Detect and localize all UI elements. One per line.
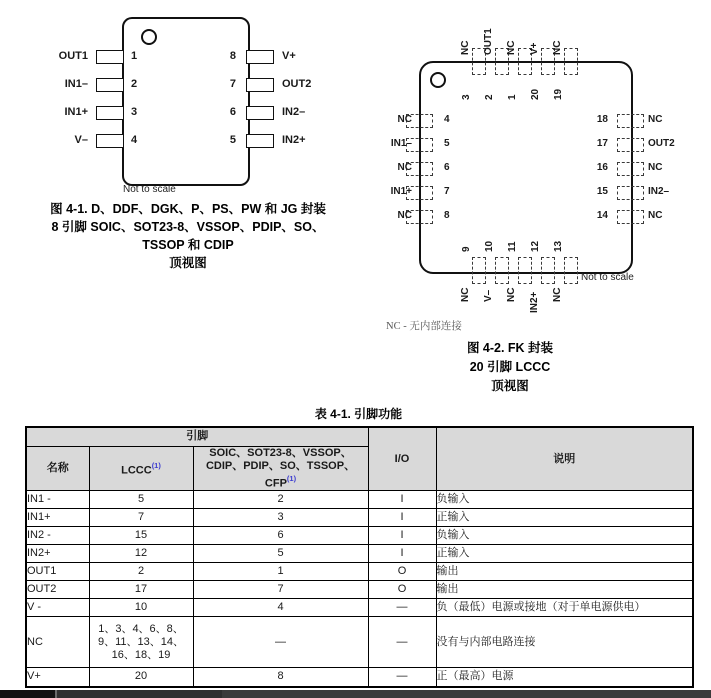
pin-number: 2 — [484, 94, 495, 100]
pin-number: 1 — [131, 50, 138, 62]
pin-stub — [246, 134, 274, 148]
pin-number: 7 — [444, 186, 450, 197]
pin-label: NC — [397, 210, 412, 221]
pin-label: NC — [648, 210, 663, 221]
cell-desc: 输出 — [436, 581, 693, 599]
pin-number: 20 — [530, 88, 541, 100]
pin-label: OUT1 — [483, 28, 494, 55]
pin-label: OUT1 — [58, 50, 88, 62]
pin-number: 6 — [229, 106, 236, 118]
header-soic-line: SOIC、SOT23-8、VSSOP、 — [209, 446, 352, 459]
pin-number: 17 — [596, 138, 608, 149]
pin-label: OUT2 — [648, 138, 675, 149]
footnote-ref: (1) — [151, 460, 161, 470]
cell-name: V+ — [26, 668, 89, 687]
pin-stub — [617, 186, 644, 200]
pin-number: 3 — [131, 106, 138, 118]
fig1-caption-line: 顶视图 — [169, 256, 207, 270]
cell-io: O — [368, 581, 436, 599]
pin-label: IN1+ — [390, 186, 412, 197]
cell-soic: 2 — [193, 491, 368, 509]
fig2-caption — [425, 339, 595, 396]
pin-number: 14 — [596, 210, 608, 221]
cell-io: — — [368, 668, 436, 687]
pin-label: IN2– — [648, 186, 670, 197]
pin-number: 8 — [444, 210, 450, 221]
header-io: I/O — [368, 427, 436, 491]
header-name: 名称 — [26, 446, 89, 491]
header-soic — [193, 446, 368, 491]
pin-stub — [564, 48, 578, 75]
cell-io: — — [368, 599, 436, 617]
header-soic-line: CDIP、PDIP、SO、TSSOP、 — [205, 459, 356, 472]
pin-label: NC — [552, 40, 563, 55]
cell-lccc: 2 — [89, 563, 193, 581]
table-row — [26, 599, 693, 617]
table-row — [26, 491, 693, 509]
pin-number: 18 — [596, 114, 608, 125]
pin-number: 5 — [444, 138, 450, 149]
table-row — [26, 581, 693, 599]
pin-stub — [617, 114, 644, 128]
pin-label: V– — [483, 289, 494, 302]
cell-lccc — [89, 617, 193, 668]
pin-stub — [617, 210, 644, 224]
table-row — [26, 545, 693, 563]
cell-desc: 负（最低）电源或接地（对于单电源供电） — [436, 599, 693, 617]
pin-stub — [495, 257, 509, 284]
pin-number: 2 — [131, 78, 138, 90]
table-row — [26, 509, 693, 527]
cell-lccc: 17 — [89, 581, 193, 599]
pin-number: 19 — [553, 88, 564, 100]
cell-soic: 7 — [193, 581, 368, 599]
cell-name: IN2 - — [26, 527, 89, 545]
fig1-caption-line: TSSOP 和 CDIP — [142, 238, 234, 252]
cell-desc: 正输入 — [436, 545, 693, 563]
cell-lccc: 15 — [89, 527, 193, 545]
cell-name: OUT1 — [26, 563, 89, 581]
table-row — [26, 563, 693, 581]
pin-stub — [617, 138, 644, 152]
cell-io: — — [368, 617, 436, 668]
pin-stub — [246, 106, 274, 120]
fig1-pin1-indicator-icon — [141, 29, 157, 45]
cell-io: I — [368, 545, 436, 563]
fig2-pin1-indicator-icon — [430, 72, 446, 88]
pin-stub — [246, 50, 274, 64]
cell-io: I — [368, 509, 436, 527]
cell-io: I — [368, 527, 436, 545]
cell-lccc: 7 — [89, 509, 193, 527]
pin-stub — [541, 257, 555, 284]
pin-label: NC — [648, 114, 663, 125]
bottom-bar-segment — [222, 690, 711, 698]
footnote-ref: (1) — [286, 473, 297, 483]
header-pin-group: 引脚 — [26, 427, 368, 446]
cell-lccc: 20 — [89, 668, 193, 687]
pin-number: 12 — [530, 240, 541, 252]
cell-soic: — — [193, 617, 368, 668]
fig1-caption-line: 图 4-1. D、DDF、DGK、P、PS、PW 和 JG 封装 — [50, 202, 326, 216]
cell-lccc-line: 16、18、19 — [111, 648, 171, 661]
pin-number: 1 — [507, 94, 518, 100]
cell-name: IN2+ — [26, 545, 89, 563]
pin-number: 3 — [461, 94, 472, 100]
fig1-caption — [10, 200, 366, 272]
fig2-caption-line: 20 引脚 LCCC — [469, 360, 551, 374]
nc-note: NC - 无内部连接 — [386, 321, 462, 332]
pin-number: 5 — [229, 134, 236, 146]
header-soic-line — [194, 473, 368, 491]
pin-label: NC — [460, 287, 471, 302]
pin-label: IN2+ — [282, 134, 306, 146]
pin-stub — [96, 134, 124, 148]
header-lccc-label: LCCC — [121, 464, 152, 477]
cell-desc: 负输入 — [436, 491, 693, 509]
pin-stub — [96, 50, 124, 64]
pin-number: 9 — [461, 246, 472, 252]
pin-number: 4 — [131, 134, 138, 146]
header-lccc — [89, 446, 193, 491]
cell-soic: 1 — [193, 563, 368, 581]
pin-stub — [472, 257, 486, 284]
fig1-caption-line: 8 引脚 SOIC、SOT23-8、VSSOP、PDIP、SO、 — [51, 220, 325, 234]
pin-stub — [564, 257, 578, 284]
pin-label: IN1+ — [64, 106, 88, 118]
cell-desc: 负输入 — [436, 527, 693, 545]
pin-stub — [96, 78, 124, 92]
pin-label: NC — [460, 40, 471, 55]
table-row — [26, 668, 693, 687]
fig2-caption-line: 顶视图 — [491, 379, 529, 393]
pin-stub — [96, 106, 124, 120]
cell-desc: 没有与内部电路连接 — [436, 617, 693, 668]
cell-desc: 正（最高）电源 — [436, 668, 693, 687]
cell-name: OUT2 — [26, 581, 89, 599]
bottom-bar-segment — [0, 690, 55, 698]
pin-label: NC — [397, 162, 412, 173]
pin-label: V+ — [282, 50, 296, 62]
pin-label: NC — [506, 287, 517, 302]
cell-soic: 4 — [193, 599, 368, 617]
pin-label: NC — [648, 162, 663, 173]
not-to-scale-note: Not to scale — [123, 184, 176, 195]
pin-label: NC — [552, 287, 563, 302]
pin-number: 10 — [484, 240, 495, 252]
cell-lccc: 5 — [89, 491, 193, 509]
cell-io: I — [368, 491, 436, 509]
pin-number: 4 — [444, 114, 450, 125]
cell-desc: 正输入 — [436, 509, 693, 527]
pin-label: NC — [506, 40, 517, 55]
table-row — [26, 617, 693, 668]
cell-lccc-line: 1、3、4、6、8、 — [98, 622, 184, 635]
pin-number: 13 — [553, 240, 564, 252]
pin-number: 15 — [596, 186, 608, 197]
pin-label: NC — [397, 114, 412, 125]
pin-label: IN1– — [64, 78, 88, 90]
cell-name: NC — [26, 617, 89, 668]
bottom-bar-segment — [57, 690, 222, 698]
cell-soic: 8 — [193, 668, 368, 687]
pin-label: OUT2 — [282, 78, 312, 90]
cell-soic: 3 — [193, 509, 368, 527]
pin-number: 6 — [444, 162, 450, 173]
cell-lccc-line: 9、11、13、14、 — [97, 635, 184, 648]
header-desc: 说明 — [436, 427, 693, 491]
cell-io: O — [368, 563, 436, 581]
fig1-package-body — [122, 17, 250, 186]
pin-stub — [246, 78, 274, 92]
cell-name: V - — [26, 599, 89, 617]
pin-label: V+ — [529, 42, 540, 55]
pin-stub — [617, 162, 644, 176]
not-to-scale-note: Not to scale — [581, 272, 634, 283]
pin-label: IN2– — [282, 106, 306, 118]
pin-number: 7 — [229, 78, 236, 90]
pin-label: IN2+ — [529, 291, 540, 313]
cell-lccc: 10 — [89, 599, 193, 617]
pin-label: IN1– — [390, 138, 412, 149]
pin-label: V– — [74, 134, 88, 146]
table-title: 表 4-1. 引脚功能 — [314, 407, 403, 421]
table-row — [26, 527, 693, 545]
pin-number: 8 — [229, 50, 236, 62]
pin-number: 11 — [507, 241, 518, 252]
pin-stub — [518, 257, 532, 284]
pin-function-table — [25, 426, 694, 688]
cell-name: IN1+ — [26, 509, 89, 527]
cell-soic: 5 — [193, 545, 368, 563]
cell-desc: 输出 — [436, 563, 693, 581]
header-soic-last: CFP — [264, 477, 287, 490]
cell-soic: 6 — [193, 527, 368, 545]
cell-lccc: 12 — [89, 545, 193, 563]
cell-name: IN1 - — [26, 491, 89, 509]
pin-number: 16 — [596, 162, 608, 173]
fig2-caption-line: 图 4-2. FK 封装 — [466, 341, 554, 355]
table-header-row — [26, 427, 693, 446]
